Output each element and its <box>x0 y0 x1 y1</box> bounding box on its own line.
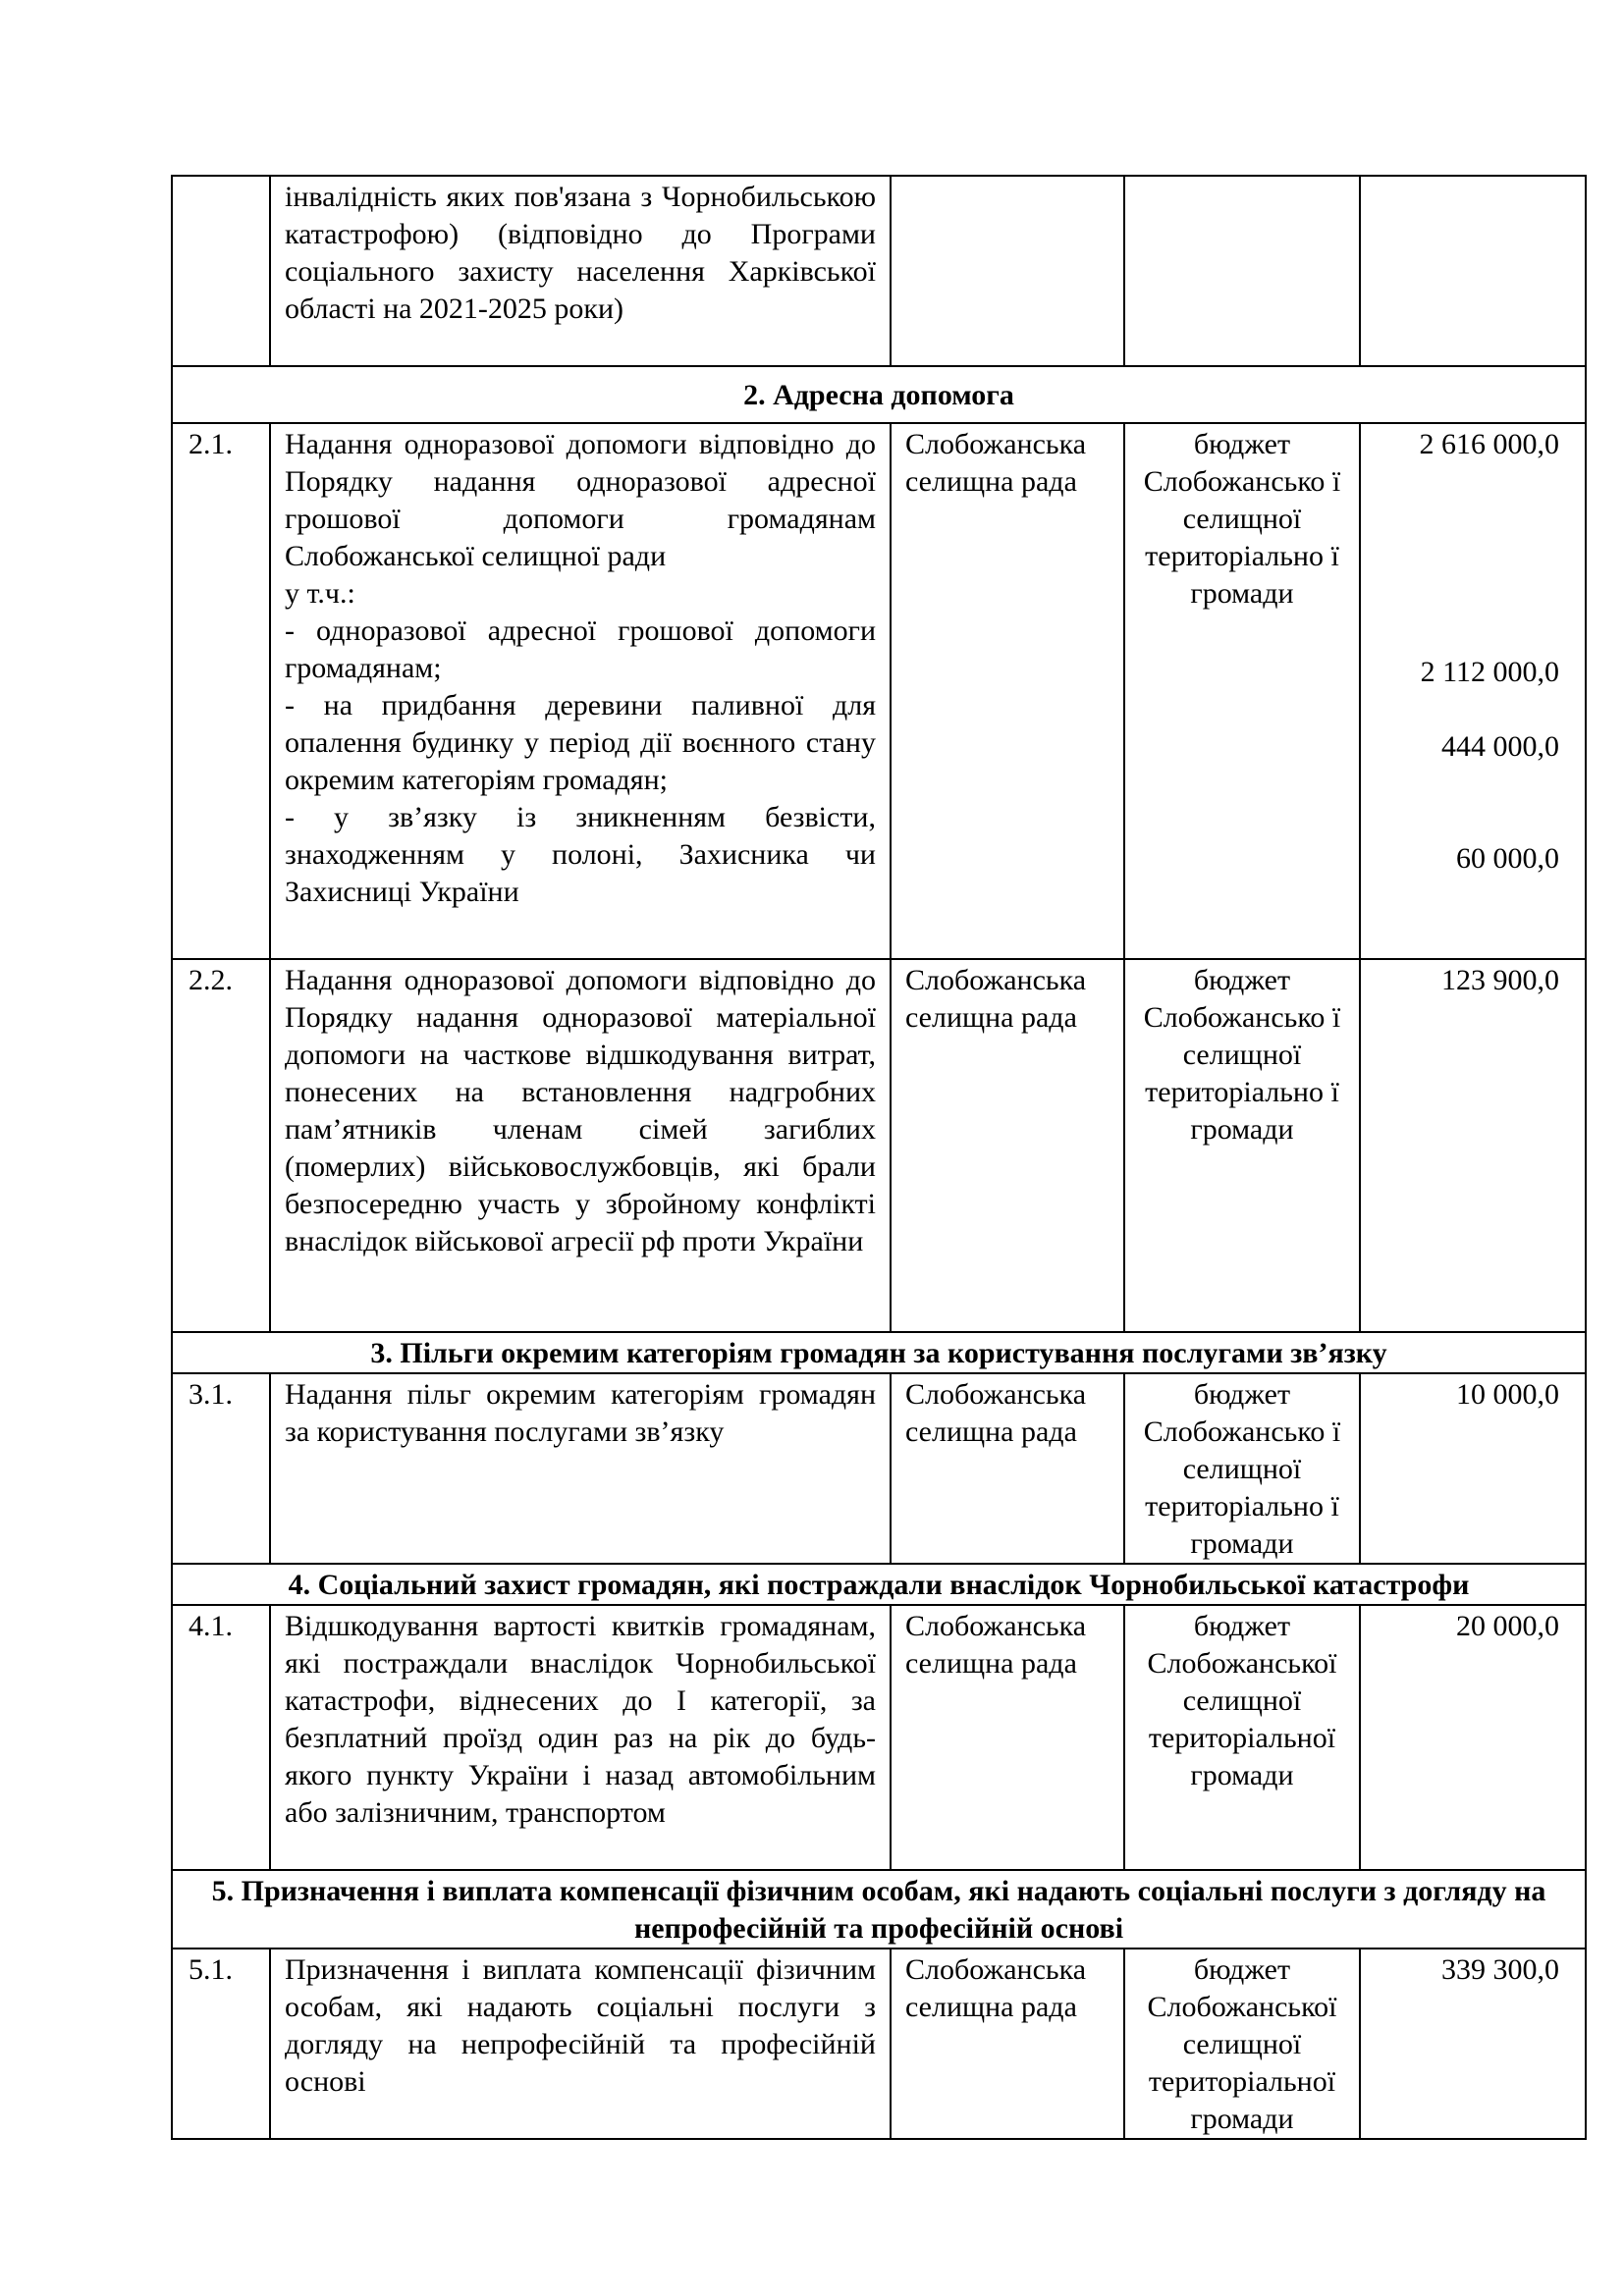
table-row <box>172 1373 1586 1564</box>
amount-sub-3: 60 000,0 <box>1456 842 1559 875</box>
document-page <box>171 175 1585 2140</box>
fund-cell: бюджет Слобожансько ї селищної територіально ї громади <box>1124 959 1360 1332</box>
executor-cell: Слобожанська селищна рада <box>891 1605 1124 1870</box>
amount-cell: 10 000,0 <box>1360 1373 1586 1564</box>
measure-description: Призначення і виплата компенсації фізичним особам, які надають соціальні послуги з догляду на непрофесійній та професійній основі <box>285 1953 876 2098</box>
amount-total: 2 616 000,0 <box>1419 428 1559 460</box>
section-row <box>172 366 1586 423</box>
table-row <box>172 959 1586 1332</box>
table-row <box>172 1949 1586 2139</box>
desc-cell <box>270 959 891 1332</box>
fund-cell: бюджет Слобожансько ї селищної територіально ї громади <box>1124 423 1360 959</box>
desc-cell <box>270 423 891 959</box>
section-row <box>172 1564 1586 1605</box>
table-row <box>172 176 1586 366</box>
row-number: 2.2. <box>172 959 270 1332</box>
desc-cell <box>270 176 891 366</box>
measure-description: Надання пільг окремим категоріям громадян за користування послугами зв’язку <box>285 1378 876 1448</box>
desc-cell <box>270 1605 891 1870</box>
amount-cell <box>1360 423 1586 959</box>
fund-cell: бюджет Слобожансько ї селищної територіально ї громади <box>1124 1373 1360 1564</box>
section-title: 5. Призначення і виплата компенсації фізичним особам, які надають соціальні послуги з догляду на непрофесійній та професійній основі <box>172 1870 1586 1949</box>
executor-cell <box>891 176 1124 366</box>
executor-cell: Слобожанська селищна рада <box>891 959 1124 1332</box>
section-row <box>172 1870 1586 1949</box>
amount-sub-2: 444 000,0 <box>1441 730 1559 763</box>
row-number: 5.1. <box>172 1949 270 2139</box>
row-number: 3.1. <box>172 1373 270 1564</box>
table-row <box>172 1605 1586 1870</box>
section-title: 2. Адресна допомога <box>172 366 1586 423</box>
amount-sub-1: 2 112 000,0 <box>1420 656 1559 688</box>
fund-cell: бюджет Слобожанської селищної територіальної громади <box>1124 1605 1360 1870</box>
executor-cell: Слобожанська селищна рада <box>891 1949 1124 2139</box>
executor-cell: Слобожанська селищна рада <box>891 423 1124 959</box>
measure-description: Відшкодування вартості квитків громадянам, які постраждали внаслідок Чорнобильської катастрофи, віднесених до I категорії, за безплатний проїзд один раз на рік до будь-якого пункту України і назад автомобільним або залізничним, транспортом <box>285 1610 876 1829</box>
measure-description: Надання одноразової допомоги відповідно до Порядку надання одноразової адресної грошової допомоги громадянам Слобожанської селищної ради <box>285 428 876 572</box>
row-number: 2.1. <box>172 423 270 959</box>
program-measures-table <box>171 175 1587 2140</box>
amount-cell: 123 900,0 <box>1360 959 1586 1332</box>
sub-item-3: - у зв’язку із зникненням безвісти, знаходженням у полоні, Захисника чи Захисниці України <box>285 801 876 908</box>
fund-cell <box>1124 176 1360 366</box>
amount-cell <box>1360 176 1586 366</box>
amount-cell: 20 000,0 <box>1360 1605 1586 1870</box>
fund-cell: бюджет Слобожанської селищної територіальної громади <box>1124 1949 1360 2139</box>
continuation-text: інвалідність яких пов'язана з Чорнобильською катастрофою) (відповідно до Програми соціального захисту населення Харківської області на 2021-2025 роки) <box>285 181 876 325</box>
section-title: 4. Соціальний захист громадян, які постраждали внаслідок Чорнобильської катастрофи <box>172 1564 1586 1605</box>
sub-item-2: - на придбання деревини паливної для опалення будинку у період дії воєнного стану окремим категоріям громадян; <box>285 689 876 796</box>
sub-item-1: - одноразової адресної грошової допомоги громадянам; <box>285 614 876 684</box>
measure-description: Надання одноразової допомоги відповідно до Порядку надання одноразової матеріальної допомоги на часткове відшкодування витрат, понесених на встановлення надгробних пам’ятників членам сімей загиблих (померлих) військовослужбовців, які брали безпосередню участь у збройному конфлікті внаслідок військової агресії рф проти України <box>285 964 876 1257</box>
section-row <box>172 1332 1586 1373</box>
table-row <box>172 423 1586 959</box>
row-number: 4.1. <box>172 1605 270 1870</box>
amount-cell: 339 300,0 <box>1360 1949 1586 2139</box>
desc-cell <box>270 1949 891 2139</box>
desc-cell <box>270 1373 891 1564</box>
num-cell <box>172 176 270 366</box>
including-label: у т.ч.: <box>285 577 355 610</box>
executor-cell: Слобожанська селищна рада <box>891 1373 1124 1564</box>
section-title: 3. Пільги окремим категоріям громадян за користування послугами зв’язку <box>172 1332 1586 1373</box>
